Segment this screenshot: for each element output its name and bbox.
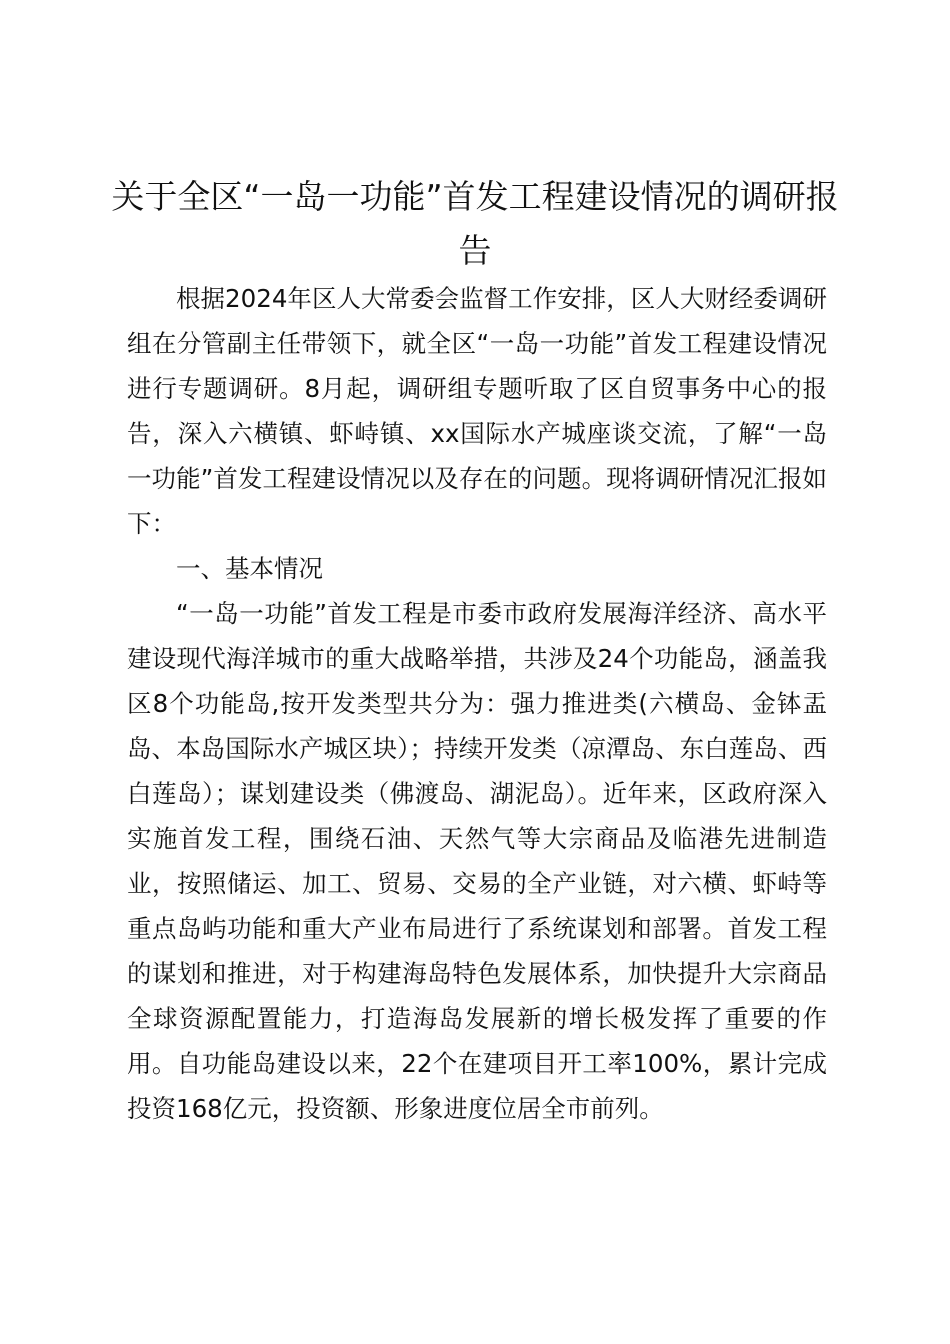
- section-heading-basic-situation: 一、基本情况: [176, 554, 323, 583]
- intro-paragraph: 根据2024年区人大常委会监督工作安排，区人大财经委调研组在分管副主任带领下，就全区“一岛一功能”首发工程建设情况进行专题调研。8月起，调研组专题听取了区自贸事务中心的报告，深入六横镇、虾峙镇、xx国际水产城座谈交流，了解“一岛一功能”首发工程建设情况以及存在的问题。现将调研情况汇报如下：: [127, 284, 827, 538]
- document-title: 关于全区“一岛一功能”首发工程建设情况的调研报告: [111, 177, 839, 270]
- document-body: [127, 276, 827, 1131]
- section-paragraph-basic-situation: “一岛一功能”首发工程是市委市政府发展海洋经济、高水平建设现代海洋城市的重大战略举措，共涉及24个功能岛，涵盖我区8个功能岛,按开发类型共分为：强力推进类(六横岛、金钵盂岛、本岛国际水产城区块）；持续开发类（凉潭岛、东白莲岛、西白莲岛）；谋划建设类（佛渡岛、湖泥岛）。近年来，区政府深入实施首发工程，围绕石油、天然气等大宗商品及临港先进制造业，按照储运、加工、贸易、交易的全产业链，对六横、虾峙等重点岛屿功能和重大产业布局进行了系统谋划和部署。首发工程的谋划和推进，对于构建海岛特色发展体系，加快提升大宗商品全球资源配置能力，打造海岛发展新的增长极发挥了重要的作用。自功能岛建设以来，22个在建项目开工率100%，累计完成投资168亿元，投资额、形象进度位居全市前列。: [127, 599, 827, 1123]
